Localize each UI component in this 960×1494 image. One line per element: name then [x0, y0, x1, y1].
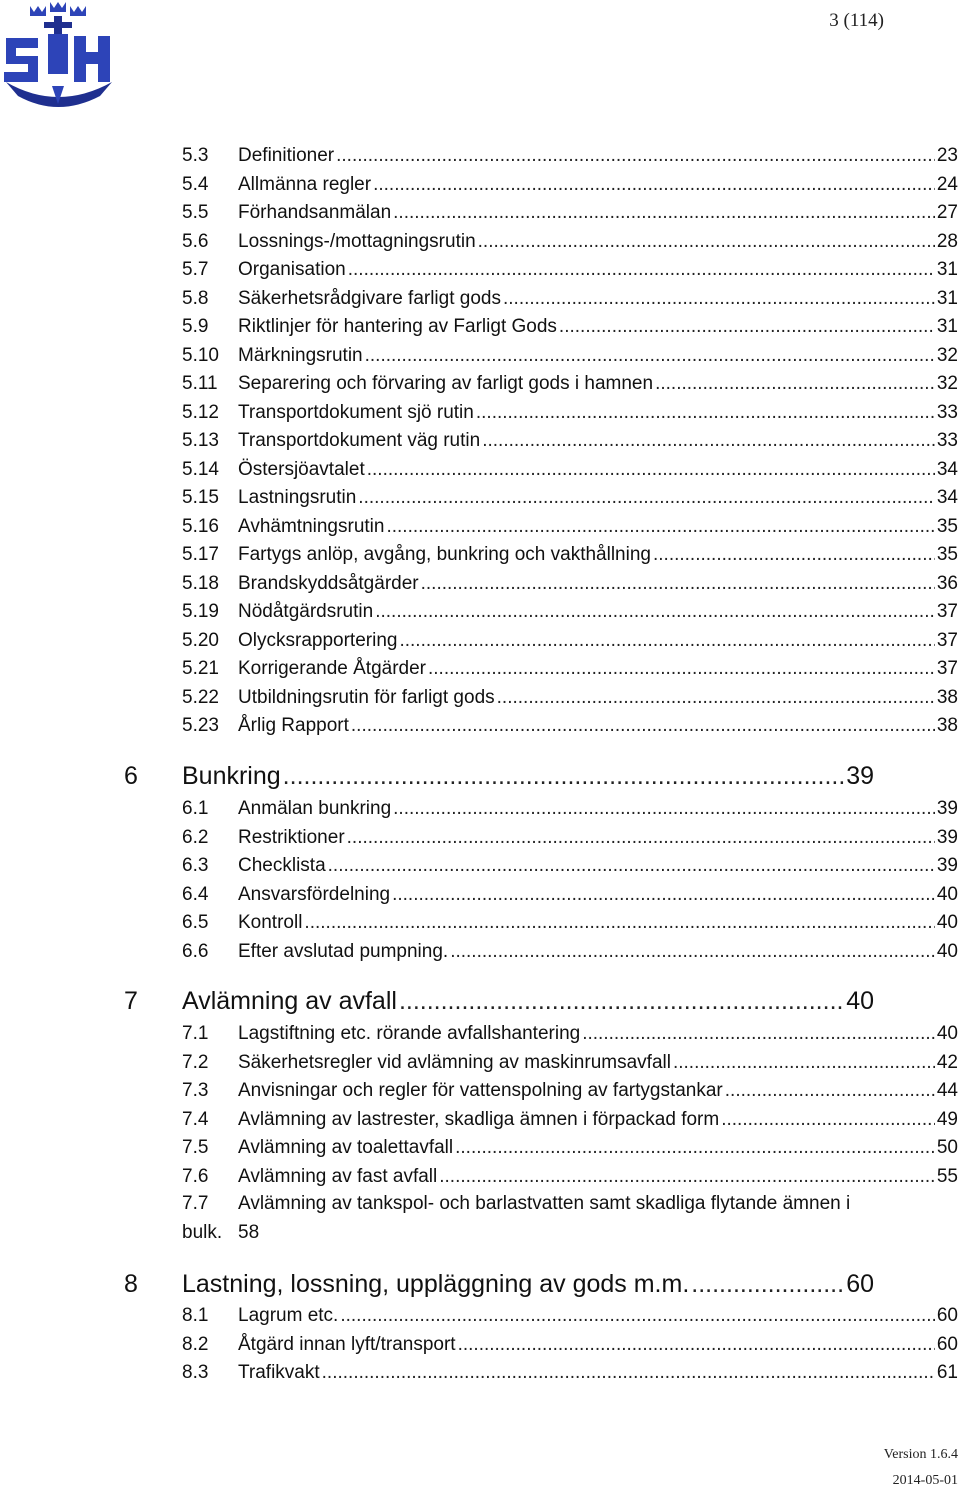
toc-entry-number: 5.21: [182, 658, 219, 679]
toc-entry-title: Lastningsrutin: [238, 487, 357, 508]
toc-entry-title: Utbildningsrutin för farligt gods: [238, 686, 495, 708]
toc-entry-title: Nödåtgärdsrutin: [238, 601, 374, 622]
toc-entry[interactable]: [182, 570, 960, 598]
toc-entry-number: 6.1: [182, 798, 209, 819]
toc-entry-number: 5.3: [182, 145, 209, 166]
toc-entry[interactable]: [182, 513, 960, 541]
toc-entry-title: Årlig Rapport: [238, 715, 349, 736]
toc-entry-page: 32: [936, 373, 958, 394]
toc-entry-number: 5.13: [182, 430, 219, 451]
toc-entry[interactable]: [182, 598, 960, 626]
dot-leader: [582, 1020, 935, 1048]
toc-entry-page: 39: [936, 826, 958, 848]
dot-leader: [375, 598, 935, 626]
toc-entry-number: 6.6: [182, 940, 209, 962]
dot-leader: [725, 1077, 935, 1105]
toc-entry-title: Avlämning av tankspol- och barlastvatten samt skadliga flytande ämnen i: [238, 1193, 851, 1214]
toc-entry-number: 8.1: [182, 1305, 209, 1326]
toc-entry-title: Avlämning av toalettavfall: [238, 1137, 454, 1158]
dot-leader: [336, 142, 935, 170]
toc-entry-number: 5.18: [182, 572, 219, 594]
dot-leader: [497, 684, 935, 712]
toc-entry-number: 5.7: [182, 259, 209, 280]
dot-leader: [559, 313, 935, 341]
dot-leader: [482, 427, 935, 455]
toc-entry-title: Lossnings-/mottagningsrutin: [238, 230, 476, 252]
toc-entry-number: 5.10: [182, 344, 219, 366]
sjh-logo: [0, 0, 118, 112]
toc-entry-title: Avhämtningsrutin: [238, 515, 385, 537]
toc-entry-number: 5.5: [182, 202, 209, 223]
toc-entry-title: Förhandsanmälan: [238, 202, 392, 223]
toc-entry-number: 7.5: [182, 1137, 209, 1158]
toc-entry-number: 6.2: [182, 826, 209, 848]
toc-entry-title: Lagrum etc.: [238, 1305, 339, 1326]
toc-entry-title: Säkerhetsregler vid avlämning av maskinrumsavfall: [238, 1051, 671, 1073]
toc-entry[interactable]: [182, 795, 960, 823]
dot-leader: [392, 881, 935, 909]
toc-entry[interactable]: [182, 1077, 960, 1105]
toc-entry-page: 23: [936, 145, 958, 166]
dot-leader: [348, 256, 935, 284]
toc-entry-number: 5.19: [182, 601, 219, 622]
toc-chapter-page: 39: [846, 762, 874, 790]
toc-entry-page: 44: [936, 1080, 958, 1101]
toc-entry-title: Märkningsrutin: [238, 344, 363, 366]
toc-entry-title: Anmälan bunkring: [238, 798, 392, 819]
toc-entry[interactable]: [182, 824, 960, 852]
toc-entry-title: Checklista: [238, 855, 326, 876]
toc-entry-page: 61: [936, 1362, 958, 1383]
toc-entry-number: 6.5: [182, 912, 209, 933]
toc-entry-title: Olycksrapportering: [238, 629, 398, 651]
toc-entry[interactable]: [182, 1106, 960, 1134]
toc-entry[interactable]: [182, 370, 960, 398]
toc-entry[interactable]: [182, 256, 960, 284]
dot-leader: [476, 399, 935, 427]
toc-chapter[interactable]: [124, 1267, 876, 1301]
toc-entry-page: 34: [936, 487, 958, 508]
toc-entry-page: 24: [936, 173, 958, 195]
dot-leader: [455, 1134, 935, 1162]
dot-leader: [655, 370, 935, 398]
toc-entry-title: Riktlinjer för hantering av Farligt Gods: [238, 316, 557, 337]
toc-chapter-page: 60: [846, 1270, 874, 1298]
toc-entry-page: 31: [936, 316, 958, 337]
toc-entry-number: 5.4: [182, 173, 209, 195]
dot-leader: [283, 759, 845, 793]
version-label: Version 1.6.4: [883, 1447, 958, 1462]
toc-entry-number: 7.7: [182, 1193, 209, 1214]
dot-leader: [439, 1163, 935, 1191]
toc-chapter-page: 40: [846, 987, 874, 1015]
dot-leader: [393, 199, 935, 227]
toc-entry-number: 5.22: [182, 686, 219, 708]
toc-entry[interactable]: [182, 142, 960, 170]
toc-entry-number: 5.20: [182, 629, 219, 651]
toc-entry[interactable]: [182, 484, 960, 512]
toc-entry-page: 40: [936, 912, 958, 933]
toc-entry-title: Lagstiftning etc. rörande avfallshantering: [238, 1023, 581, 1044]
toc-entry[interactable]: [182, 285, 960, 313]
toc-entry-page: 31: [936, 287, 958, 309]
toc-entry-title: Anvisningar och regler för vattenspolning av fartygstankar: [238, 1080, 723, 1101]
dot-leader: [428, 655, 935, 683]
toc-entry[interactable]: [182, 228, 960, 256]
toc-entry[interactable]: [182, 541, 960, 569]
dot-leader: [478, 228, 935, 256]
dot-leader: [373, 171, 935, 199]
toc-entry-number: 7.3: [182, 1080, 209, 1101]
toc-chapter[interactable]: [124, 984, 876, 1018]
toc-entry-title: Transportdokument väg rutin: [238, 430, 481, 451]
toc-entry-title: Avlämning av fast avfall: [238, 1165, 438, 1187]
toc-entry[interactable]: [182, 627, 960, 655]
toc-entry-number: 5.9: [182, 316, 209, 337]
toc-entry-title: Korrigerande Åtgärder: [238, 658, 426, 679]
dot-leader: [304, 909, 934, 937]
dot-leader: [503, 285, 935, 313]
toc-entry-title: Östersjöavtalet: [238, 458, 365, 480]
dot-leader: [691, 1267, 844, 1301]
toc-entry[interactable]: [182, 1134, 960, 1162]
dot-leader: [421, 570, 935, 598]
toc-entry-title: Kontroll: [238, 912, 303, 933]
toc-entry-number: 8.2: [182, 1333, 209, 1355]
toc-entry-number: 5.15: [182, 487, 219, 508]
toc-chapter-number: 8: [124, 1270, 138, 1298]
toc-entry[interactable]: [182, 684, 960, 712]
toc-entry[interactable]: [182, 909, 960, 937]
dot-leader: [365, 342, 935, 370]
toc-entry-title: Fartygs anlöp, avgång, bunkring och vakthållning: [238, 544, 651, 565]
date-label: 2014-05-01: [892, 1473, 958, 1488]
toc-entry-number: 6.4: [182, 883, 209, 905]
toc-chapter-number: 7: [124, 987, 138, 1015]
toc-entry-number: 5.12: [182, 401, 219, 423]
dot-leader: [367, 456, 935, 484]
dot-leader: [340, 1302, 935, 1330]
toc-entry-page: 27: [936, 202, 958, 223]
dot-leader: [351, 712, 935, 740]
toc-entry[interactable]: [182, 852, 960, 880]
toc-entry-title: Allmänna regler: [238, 173, 372, 195]
toc-entry-page: 33: [936, 430, 958, 451]
toc-entry-title: Efter avslutad pumpning.: [238, 940, 449, 962]
dot-leader: [358, 484, 935, 512]
toc-entry-page: 40: [936, 883, 958, 905]
toc-entry[interactable]: [182, 1020, 960, 1048]
toc-entry[interactable]: [182, 1049, 960, 1077]
toc-entry-page: 39: [936, 798, 958, 819]
toc-entry-page: 37: [936, 601, 958, 622]
dot-leader: [721, 1106, 935, 1134]
toc-entry-page: 37: [936, 629, 958, 651]
dot-leader: [450, 938, 935, 966]
dot-leader: [322, 1359, 935, 1387]
toc-entry-page: 32: [936, 344, 958, 366]
toc-entry-number: 8.3: [182, 1362, 209, 1383]
toc-entry-title: Åtgärd innan lyft/transport: [238, 1333, 456, 1355]
toc-entry-page: 42: [936, 1051, 958, 1073]
toc-entry-number: 7.1: [182, 1023, 209, 1044]
toc-entry-title: Transportdokument sjö rutin: [238, 401, 474, 423]
dot-leader: [673, 1049, 935, 1077]
dot-leader: [653, 541, 935, 569]
toc-entry-title: Trafikvakt: [238, 1362, 320, 1383]
toc-entry-number: 5.8: [182, 287, 209, 309]
toc-entry-wrapped[interactable]: [182, 1190, 952, 1247]
toc-entry-title: Avlämning av lastrester, skadliga ämnen i förpackad form: [238, 1108, 720, 1130]
toc-entry-number: 5.23: [182, 715, 219, 736]
toc-entry[interactable]: [182, 313, 960, 341]
toc-entry-title: Restriktioner: [238, 826, 345, 848]
toc-entry[interactable]: [182, 655, 960, 683]
toc-entry-page: 31: [936, 259, 958, 280]
toc-entry-number: 5.16: [182, 515, 219, 537]
dot-leader: [399, 984, 844, 1018]
toc-entry[interactable]: [182, 399, 960, 427]
toc-entry-title: Brandskyddsåtgärder: [238, 572, 419, 594]
toc-entry-number: 5.14: [182, 458, 219, 480]
toc-entry-number: 5.6: [182, 230, 209, 252]
dot-leader: [347, 824, 935, 852]
toc-entry-number: 7.6: [182, 1165, 209, 1187]
toc-entry-page: 35: [936, 544, 958, 565]
toc-entry-number: 7.4: [182, 1108, 209, 1130]
toc-entry[interactable]: [182, 171, 960, 199]
toc-entry-title: Definitioner: [238, 145, 335, 166]
toc-entry-page: 28: [936, 230, 958, 252]
dot-leader: [399, 627, 934, 655]
toc-chapter-title: Bunkring: [182, 762, 281, 790]
dot-leader: [393, 795, 935, 823]
toc-entry-title: Separering och förvaring av farligt gods i hamnen: [238, 373, 654, 394]
toc-entry-page: 39: [936, 855, 958, 876]
toc-entry-number: 7.2: [182, 1051, 209, 1073]
toc-entry-number: 5.11: [182, 373, 218, 394]
toc-chapter-number: 6: [124, 762, 138, 790]
toc-entry[interactable]: [182, 456, 960, 484]
toc-entry-page: 60: [936, 1333, 958, 1355]
toc-entry[interactable]: [182, 1302, 960, 1330]
toc-entry-page: 35: [936, 515, 958, 537]
page-number: 3 (114): [829, 10, 884, 31]
toc-entry-page: 34: [936, 458, 958, 480]
toc-entry-page: 37: [936, 658, 958, 679]
toc-entry-page: 50: [936, 1137, 958, 1158]
toc-entry[interactable]: [182, 1163, 960, 1191]
toc-entry[interactable]: [182, 1331, 960, 1359]
dot-leader: [386, 513, 934, 541]
toc-entry[interactable]: [182, 938, 960, 966]
toc-entry-title: Ansvarsfördelning: [238, 883, 391, 905]
toc-entry-page: 36: [936, 572, 958, 594]
toc-entry-number: 6.3: [182, 855, 209, 876]
toc-entry-page: 55: [936, 1165, 958, 1187]
toc-chapter-title: Avlämning av avfall: [182, 987, 397, 1015]
toc-entry[interactable]: [182, 427, 960, 455]
toc-entry-number: 5.17: [182, 544, 219, 565]
toc-entry[interactable]: [182, 199, 960, 227]
toc-chapter-title: Lastning, lossning, uppläggning av gods m.m.: [182, 1270, 690, 1298]
toc-entry-page: 40: [936, 940, 958, 962]
toc-entry-page: 38: [936, 715, 958, 736]
dot-leader: [328, 852, 935, 880]
toc-entry-page: 38: [936, 686, 958, 708]
toc-entry[interactable]: [182, 342, 960, 370]
toc-entry-page: 40: [936, 1023, 958, 1044]
toc-entry-title-continued: bulk.: [182, 1221, 223, 1243]
toc-entry-title: Organisation: [238, 259, 346, 280]
toc-entry[interactable]: [182, 881, 960, 909]
toc-chapter[interactable]: [124, 759, 876, 793]
toc-entry-page: 60: [936, 1305, 958, 1326]
dot-leader: [458, 1331, 935, 1359]
toc-entry-page: 33: [936, 401, 958, 423]
toc-entry-title: Säkerhetsrådgivare farligt gods: [238, 287, 501, 309]
toc-entry-page: 58: [238, 1221, 260, 1243]
toc-entry[interactable]: [182, 1359, 960, 1387]
toc-entry-page: 49: [936, 1108, 958, 1130]
toc-entry[interactable]: [182, 712, 960, 740]
